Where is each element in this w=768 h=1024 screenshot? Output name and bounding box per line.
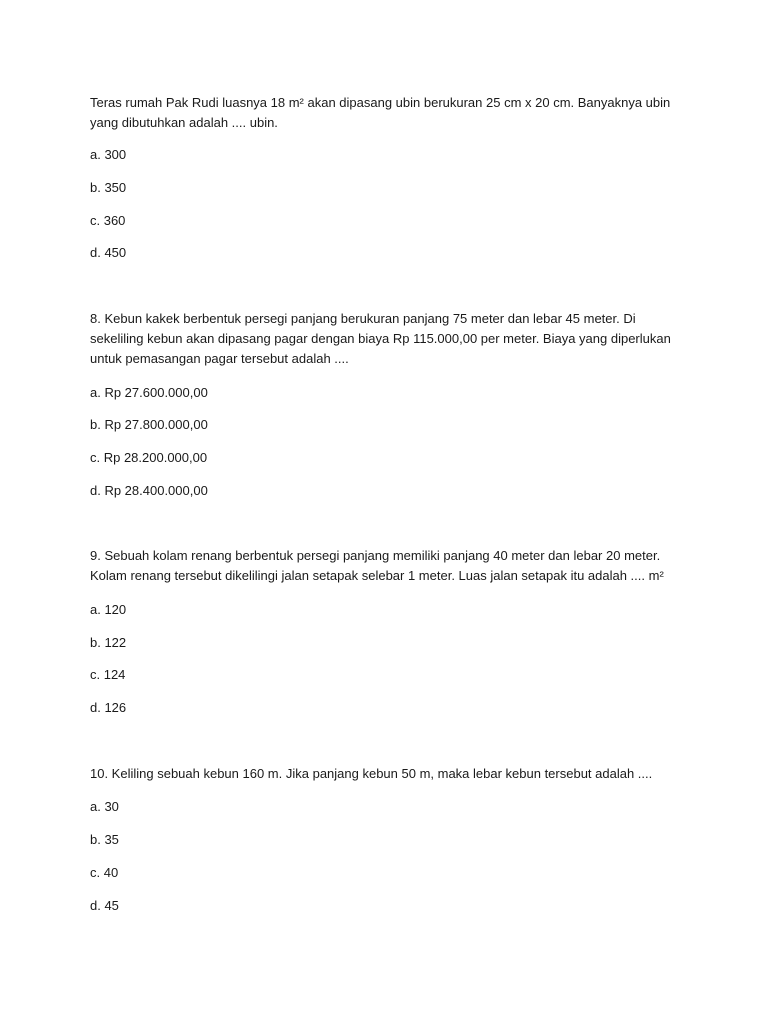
question-8-option-a: a. Rp 27.600.000,00 bbox=[90, 385, 208, 400]
question-7-option-c: c. 360 bbox=[90, 213, 126, 228]
question-9-option-a: a. 120 bbox=[90, 602, 127, 617]
question-8-option-b: b. Rp 27.800.000,00 bbox=[90, 417, 208, 432]
question-8-option-c: c. Rp 28.200.000,00 bbox=[90, 450, 208, 465]
question-8-text: 8. Kebun kakek berbentuk persegi panjang berukuran panjang 75 meter dan lebar 45 meter. Di sekeliling kebun akan dipasang pagar dengan biaya Rp 115.000,00 per meter. Biaya yang diperlukan untuk pemasangan pagar tersebut adalah .... bbox=[90, 311, 671, 366]
question-10 bbox=[90, 764, 690, 784]
question-8-option-d: d. Rp 28.400.000,00 bbox=[90, 483, 208, 498]
question-10-option-a: a. 30 bbox=[90, 799, 119, 814]
question-9-option-b: b. 122 bbox=[90, 635, 127, 650]
question-10-option-b: b. 35 bbox=[90, 832, 119, 847]
question-9-option-d: d. 126 bbox=[90, 700, 127, 715]
question-9 bbox=[90, 546, 690, 586]
question-10-option-c: c. 40 bbox=[90, 865, 119, 880]
question-8 bbox=[90, 309, 690, 369]
question-9-text: 9. Sebuah kolam renang berbentuk persegi panjang memiliki panjang 40 meter dan lebar 20 meter. Kolam renang tersebut dikelilingi jalan setapak selebar 1 meter. Luas jalan setapak itu adalah .... m² bbox=[90, 548, 664, 583]
question-7-option-d: d. 450 bbox=[90, 245, 127, 260]
question-7-option-b: b. 350 bbox=[90, 180, 127, 195]
question-9-option-c: c. 124 bbox=[90, 667, 126, 682]
question-10-text: 10. Keliling sebuah kebun 160 m. Jika panjang kebun 50 m, maka lebar kebun tersebut adalah .... bbox=[90, 766, 653, 781]
question-10-option-d: d. 45 bbox=[90, 898, 119, 913]
question-7 bbox=[90, 93, 690, 133]
question-7-option-a: a. 300 bbox=[90, 147, 127, 162]
question-7-text: Teras rumah Pak Rudi luasnya 18 m² akan dipasang ubin berukuran 25 cm x 20 cm. Banyaknya ubin yang dibutuhkan adalah .... ubin. bbox=[90, 95, 671, 130]
